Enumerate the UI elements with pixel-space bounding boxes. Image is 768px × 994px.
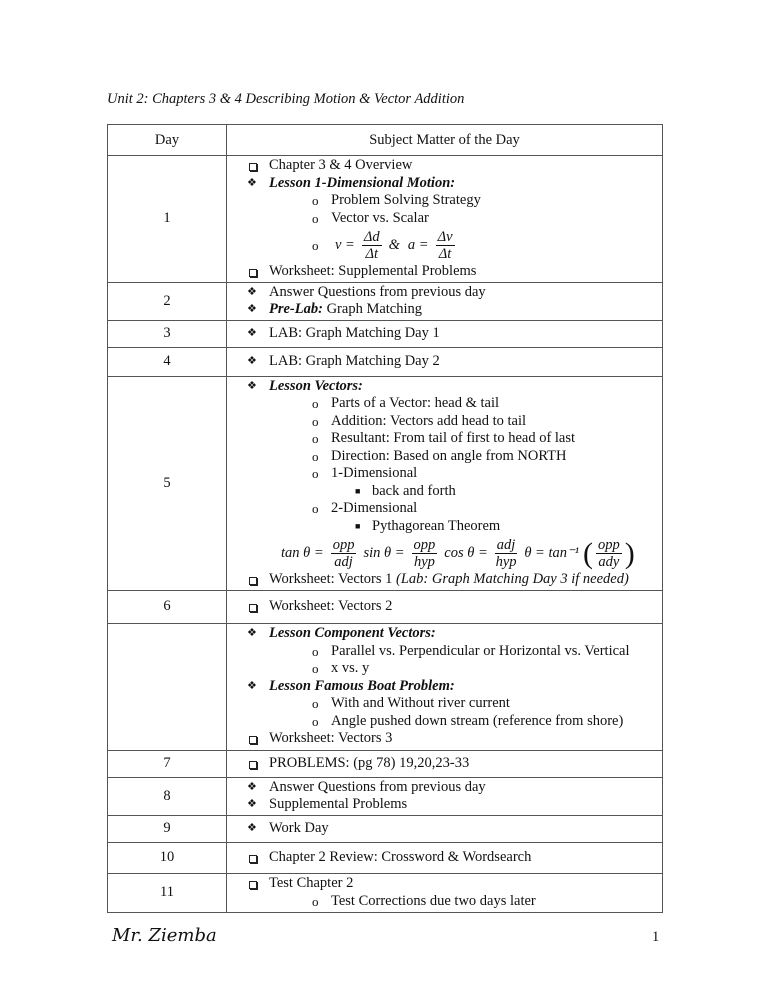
circle-bullet-icon: o <box>312 193 319 208</box>
list-item <box>227 301 662 319</box>
list-item <box>227 263 662 281</box>
list-item <box>227 660 662 678</box>
checkbox-bullet-icon <box>249 855 257 863</box>
diamond-bullet-icon: ❖ <box>247 798 257 810</box>
subject-cell <box>227 590 663 623</box>
fraction <box>359 229 385 262</box>
list-item <box>227 779 662 797</box>
diamond-bullet-icon: ❖ <box>247 303 257 315</box>
diamond-bullet-icon: ❖ <box>247 354 257 367</box>
day-cell: 10 <box>108 842 227 873</box>
subject-cell <box>227 750 663 777</box>
day-cell: 4 <box>108 347 227 376</box>
checkbox-bullet-icon <box>249 269 257 277</box>
numerator: adj <box>496 536 516 553</box>
fraction-body <box>331 537 357 570</box>
fraction-body <box>436 229 455 262</box>
diamond-bullet-icon: ❖ <box>247 627 257 640</box>
item-text: Test Chapter 2 <box>269 875 354 891</box>
item-text: LAB: Graph Matching Day 1 <box>269 324 440 341</box>
checkbox-bullet-icon <box>249 761 257 769</box>
item-text: a = <box>407 236 429 253</box>
diamond-bullet-icon: ❖ <box>247 780 257 793</box>
diamond-bullet-icon: ❖ <box>247 285 257 298</box>
item-text: & <box>388 236 400 253</box>
item-text: Chapter 3 & 4 Overview <box>269 157 413 173</box>
subject-cell <box>227 282 663 320</box>
footer-author: Mr. Ziemba <box>112 925 217 946</box>
item-text: Test Corrections due two days later <box>331 892 536 909</box>
item-text: Lesson Famous Boat Problem: <box>269 677 455 694</box>
item-text: Lesson Vectors: <box>269 377 363 394</box>
list-item <box>227 849 662 867</box>
list-item <box>227 284 662 302</box>
item-text: With and Without river current <box>331 695 510 712</box>
diamond-bullet-icon: ❖ <box>247 326 257 339</box>
list-item <box>227 796 662 814</box>
circle-bullet-icon: o <box>312 696 319 712</box>
day-cell: 6 <box>108 590 227 623</box>
table-row <box>108 623 663 750</box>
diamond-bullet-icon: ❖ <box>247 379 257 392</box>
day-cell: 9 <box>108 815 227 842</box>
item-text: Direction: Based on angle from NORTH <box>331 447 567 464</box>
subject-cell <box>227 156 663 283</box>
list-item <box>227 820 662 838</box>
circle-bullet-icon: o <box>312 501 319 516</box>
item-text: tan θ = <box>281 544 324 561</box>
fraction <box>583 537 635 570</box>
fraction <box>433 229 458 262</box>
denominator: Δt <box>438 245 452 262</box>
table-header-row <box>108 125 663 156</box>
day-cell: 7 <box>108 750 227 777</box>
document-title: Unit 2: Chapters 3 & 4 Describing Motion & Vector Addition <box>107 91 465 107</box>
list-item <box>227 210 662 228</box>
table-row <box>108 347 663 376</box>
item-text: Parts of a Vector: head & tail <box>331 395 500 411</box>
paren-left: ( <box>583 536 593 570</box>
table-row <box>108 873 663 912</box>
item-text: Addition: Vectors add head to tail <box>331 412 527 429</box>
day-cell: 8 <box>108 777 227 815</box>
square-bullet-icon: ■ <box>355 520 361 531</box>
list-item <box>227 175 662 193</box>
list-item <box>227 325 662 343</box>
header-subject: Subject Matter of the Day <box>227 125 663 156</box>
item-text: Work Day <box>269 819 329 836</box>
denominator: Δt <box>365 245 379 262</box>
item-text: Problem Solving Strategy <box>331 192 481 208</box>
formula-velocity <box>227 227 662 263</box>
subject-cell <box>227 623 663 750</box>
circle-bullet-icon: o <box>312 466 319 481</box>
list-item <box>227 875 662 893</box>
subject-cell <box>227 376 663 590</box>
list-item <box>227 571 662 589</box>
table-row <box>108 842 663 873</box>
subject-cell <box>227 347 663 376</box>
day-cell <box>108 623 227 750</box>
header-day: Day <box>108 125 227 156</box>
checkbox-bullet-icon <box>249 604 257 612</box>
item-text: Answer Questions from previous day <box>269 778 486 795</box>
item-text: Resultant: From tail of first to head of last <box>331 430 576 446</box>
numerator: opp <box>413 536 436 553</box>
item-text: Lesson Component Vectors: <box>269 625 436 642</box>
fraction-body <box>362 229 382 262</box>
day-cell: 11 <box>108 873 227 912</box>
list-item <box>227 448 662 466</box>
item-text: Lesson 1-Dimensional Motion: <box>269 174 456 191</box>
item-text: 1-Dimensional <box>331 465 418 481</box>
item-text: v = <box>335 236 355 253</box>
item-text: θ = tan⁻¹ <box>524 544 579 561</box>
square-bullet-icon: ■ <box>355 485 361 496</box>
item-text: x vs. y <box>331 660 370 677</box>
diamond-bullet-icon: ❖ <box>247 821 257 834</box>
circle-bullet-icon: o <box>312 643 319 659</box>
item-text: Worksheet: Supplemental Problems <box>269 263 477 279</box>
fraction-body <box>596 537 622 570</box>
list-item <box>227 500 662 518</box>
list-item <box>227 157 662 175</box>
item-text: (Lab: Graph Matching Day 3 if needed) <box>396 571 629 587</box>
item-text: Supplemental Problems <box>269 796 408 812</box>
item-text: Vector vs. Scalar <box>331 209 429 226</box>
circle-bullet-icon: o <box>312 396 319 411</box>
fraction <box>328 537 360 570</box>
table-row <box>108 320 663 347</box>
list-item <box>227 395 662 413</box>
item-text: back and forth <box>372 482 456 499</box>
checkbox-bullet-icon <box>249 577 257 585</box>
item-text: Worksheet: Vectors 3 <box>269 730 393 747</box>
list-item <box>227 353 662 371</box>
list-item <box>227 413 662 431</box>
numerator: opp <box>332 536 355 553</box>
item-text: Worksheet: Vectors 1 <box>269 571 397 587</box>
item-text: Answer Questions from previous day <box>269 283 486 300</box>
circle-bullet-icon: o <box>312 661 319 677</box>
paren-right: ) <box>624 536 635 570</box>
list-item <box>227 465 662 483</box>
subject-cell <box>227 320 663 347</box>
checkbox-bullet-icon <box>249 736 257 744</box>
subject-cell <box>227 842 663 873</box>
list-item <box>227 695 662 713</box>
subject-cell <box>227 815 663 842</box>
list-item <box>227 713 662 731</box>
circle-bullet-icon: o <box>312 431 319 446</box>
day-cell: 3 <box>108 320 227 347</box>
denominator: hyp <box>495 553 517 570</box>
table-row <box>108 815 663 842</box>
table-row <box>108 777 663 815</box>
fraction <box>492 537 521 570</box>
circle-bullet-icon: o <box>312 413 319 429</box>
page-number: 1 <box>652 929 660 945</box>
item-text: PROBLEMS: (pg 78) 19,20,23-33 <box>269 754 470 771</box>
item-text: cos θ = <box>444 544 488 561</box>
day-cell: 2 <box>108 282 227 320</box>
diamond-bullet-icon: ❖ <box>247 679 257 692</box>
list-item <box>227 643 662 661</box>
fraction-body <box>495 537 518 570</box>
list-item <box>227 192 662 210</box>
subject-cell <box>227 777 663 815</box>
table-row <box>108 156 663 283</box>
list-item <box>227 518 662 536</box>
numerator: Δd <box>363 228 380 245</box>
table-row <box>108 590 663 623</box>
denominator: hyp <box>413 553 435 570</box>
subject-cell <box>227 873 663 912</box>
denominator: ady <box>598 553 620 570</box>
list-item <box>227 893 662 911</box>
table-row <box>108 750 663 777</box>
table-row <box>108 376 663 590</box>
item-text: Chapter 2 Review: Crossword & Wordsearch <box>269 848 532 865</box>
day-cell: 5 <box>108 376 227 590</box>
checkbox-bullet-icon <box>249 881 257 889</box>
numerator: Δv <box>437 228 453 245</box>
circle-bullet-icon: o <box>312 713 319 729</box>
list-item <box>227 730 662 748</box>
item-text: Pythagorean Theorem <box>372 517 501 534</box>
list-item <box>227 625 662 643</box>
fraction <box>409 537 441 570</box>
item-text: 2-Dimensional <box>331 500 418 516</box>
list-item <box>227 378 662 396</box>
list-item <box>227 678 662 696</box>
fraction-body <box>412 537 438 570</box>
item-text: Angle pushed down stream (reference from shore) <box>331 712 624 729</box>
item-text: Graph Matching <box>322 301 423 317</box>
list-item <box>227 755 662 773</box>
item-text: Worksheet: Vectors 2 <box>269 597 393 614</box>
numerator: opp <box>598 536 620 553</box>
list-item <box>227 483 662 501</box>
day-cell: 1 <box>108 156 227 283</box>
diamond-bullet-icon: ❖ <box>247 176 257 189</box>
list-item <box>227 598 662 616</box>
checkbox-bullet-icon <box>249 163 257 171</box>
table-row <box>108 282 663 320</box>
formula-trig <box>227 535 662 571</box>
item-text: LAB: Graph Matching Day 2 <box>269 352 440 369</box>
circle-bullet-icon: o <box>312 210 319 226</box>
denominator: adj <box>334 553 353 570</box>
item-text: Parallel vs. Perpendicular or Horizontal vs. Vertical <box>331 642 630 659</box>
item-text: Pre-Lab: <box>269 301 323 317</box>
circle-bullet-icon: o <box>312 893 319 909</box>
circle-bullet-icon: o <box>312 448 319 464</box>
schedule-table <box>107 124 663 913</box>
item-text: sin θ = <box>363 544 405 561</box>
list-item <box>227 430 662 448</box>
circle-bullet-icon: o <box>312 237 319 253</box>
